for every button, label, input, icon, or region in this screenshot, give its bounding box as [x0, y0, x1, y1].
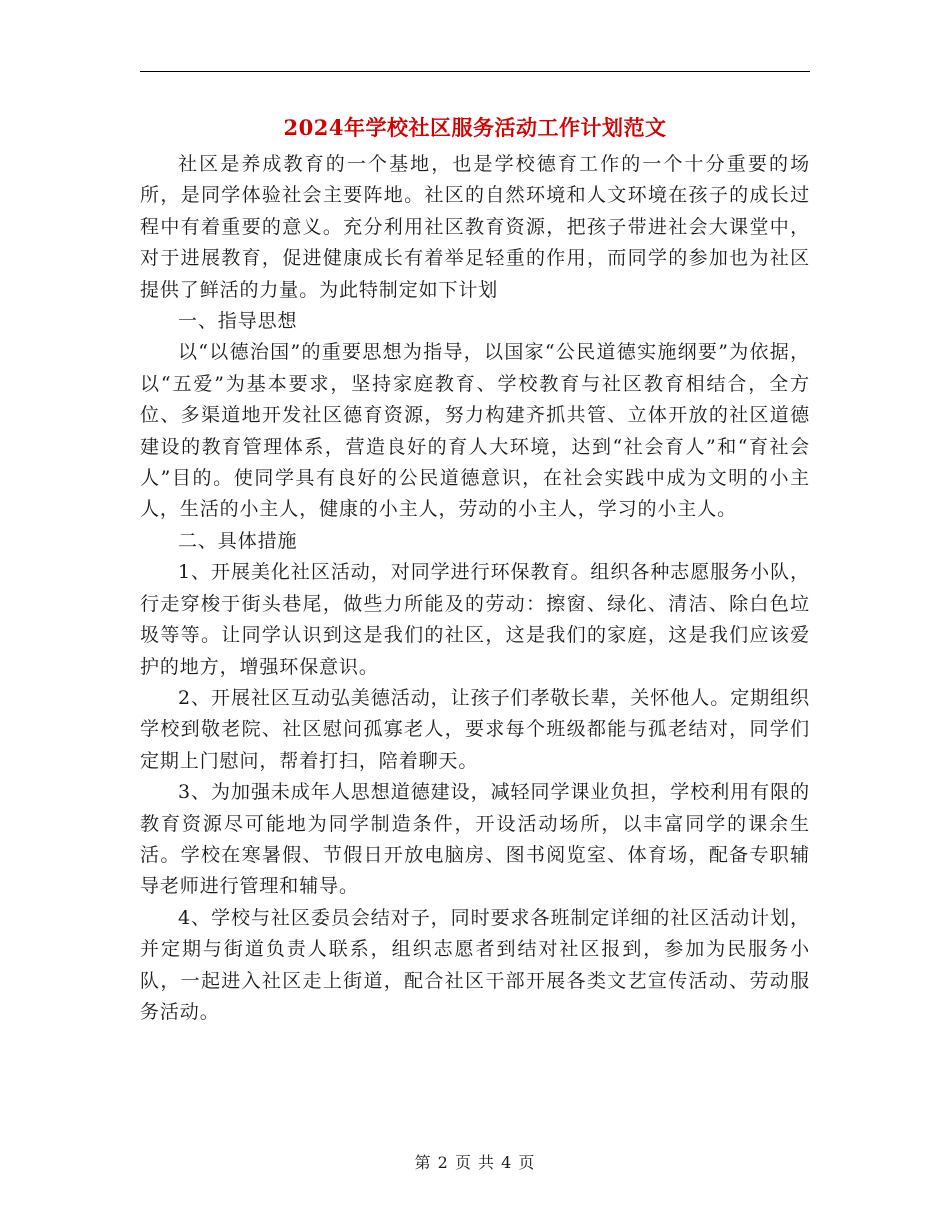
header-rule: [140, 71, 810, 72]
paragraph-guiding-thought: 以“以德治国”的重要思想为指导，以国家“公民道德实施纲要”为依据，以“五爱”为基本要求，坚持家庭教育、学校教育与社区教育相结合，全方位、多渠道地开发社区德育资源，努力构建齐抓共管、立体开放的社区道德建设的教育管理体系，营造良好的育人大环境，达到“社会育人”和“育社会人”目的。使同学具有良好的公民道德意识，在社会实践中成为文明的小主人，生活的小主人，健康的小主人，劳动的小主人，学习的小主人。: [140, 341, 810, 521]
paragraph-measure-2: 2、开展社区互动弘美德活动，让孩子们孝敬长辈，关怀他人。定期组织学校到敬老院、社区慰问孤寡老人，要求每个班级都能与孤老结对，同学们定期上门慰问，帮着打扫，陪着聊天。: [140, 686, 810, 772]
section-heading-guiding-thought: 一、指导思想: [178, 310, 298, 333]
page-number: 第 2 页 共 4 页: [414, 1153, 536, 1172]
paragraph-measure-1: 1、开展美化社区活动，对同学进行环保教育。组织各种志愿服务小队，行走穿梭于街头巷尾，做些力所能及的劳动：擦窗、绿化、清洁、除白色垃圾等等。让同学认识到这是我们的社区，这是我们的家庭，这是我们应该爱护的地方，增强环保意识。: [140, 561, 810, 678]
document-title: 2024年学校社区服务活动工作计划范文: [283, 115, 667, 140]
section-heading-measures: 二、具体措施: [178, 529, 298, 552]
paragraph-measure-3: 3、为加强未成年人思想道德建设，减轻同学课业负担，学校利用有限的教育资源尽可能地为同学制造条件，开设活动场所，以丰富同学的课余生活。学校在寒暑假、节假日开放电脑房、图书阅览室、体育场，配备专职辅导老师进行管理和辅导。: [140, 781, 810, 898]
paragraph-intro: 社区是养成教育的一个基地，也是学校德育工作的一个十分重要的场所，是同学体验社会主要阵地。社区的自然环境和人文环境在孩子的成长过程中有着重要的意义。充分利用社区教育资源，把孩子带进社会大课堂中，对于进展教育，促进健康成长有着举足轻重的作用，而同学的参加也为社区提供了鲜活的力量。为此特制定如下计划: [140, 153, 810, 301]
document-body: [140, 149, 810, 1028]
paragraph-measure-4: 4、学校与社区委员会结对子，同时要求各班制定详细的社区活动计划，并定期与街道负责人联系，组织志愿者到结对社区报到，参加为民服务小队，一起进入社区走上街道，配合社区干部开展各类文艺宣传活动、劳动服务活动。: [140, 906, 810, 1023]
